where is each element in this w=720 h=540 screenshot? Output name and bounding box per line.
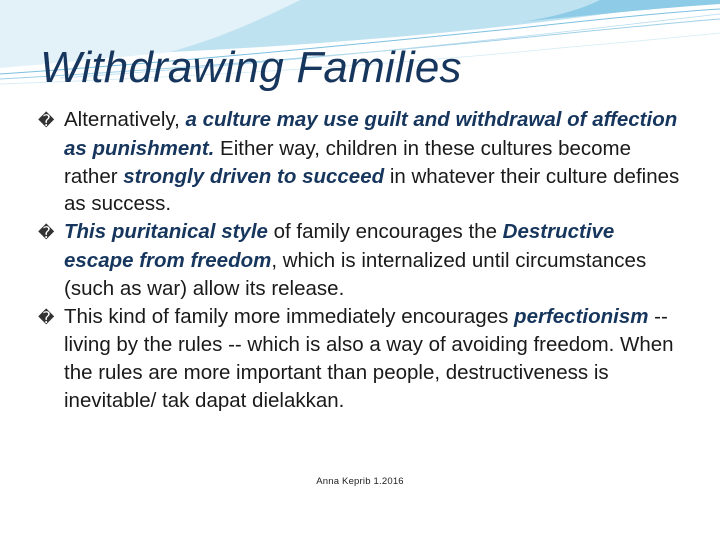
slide-footer: Anna Keprib 1.2016 (316, 476, 404, 487)
bullet-paragraph-3 (38, 303, 688, 415)
paragraph-text: of family encourages the (267, 220, 503, 244)
paragraph-text: in whatever their culture defines as success. (64, 164, 680, 216)
bullet-marker-icon: � (38, 111, 55, 130)
emphasis-text: Destructive escape from freedom (64, 220, 615, 272)
bullet-marker-icon: � (38, 223, 55, 243)
emphasis-text: a culture may use guilt and withdrawal of affection as punishment. (64, 108, 678, 160)
paragraph-text: Either way, children in these cultures become rather (64, 136, 632, 188)
slide-body (38, 106, 688, 415)
emphasis-text: strongly driven to succeed (123, 164, 385, 188)
emphasis-text: perfectionism (514, 304, 649, 328)
paragraph-text: , which is internalized until circumstances (such as war) allow its release. (64, 248, 647, 300)
emphasis-text: This puritanical style (64, 220, 268, 244)
paragraph-text: This kind of family more immediately encourages (64, 304, 515, 328)
bullet-marker-icon: � (38, 307, 55, 327)
paragraph-text: -- living by the rules -- which is also a way of avoiding freedom. When the rules are more important than people, destructiveness is inevitable/ tak dapat dielakkan. (64, 304, 674, 412)
slide-title: Withdrawing Families (40, 43, 462, 92)
bullet-paragraph-2 (38, 218, 688, 302)
paragraph-text: Alternatively, (64, 108, 186, 131)
bullet-paragraph-1 (38, 106, 688, 218)
